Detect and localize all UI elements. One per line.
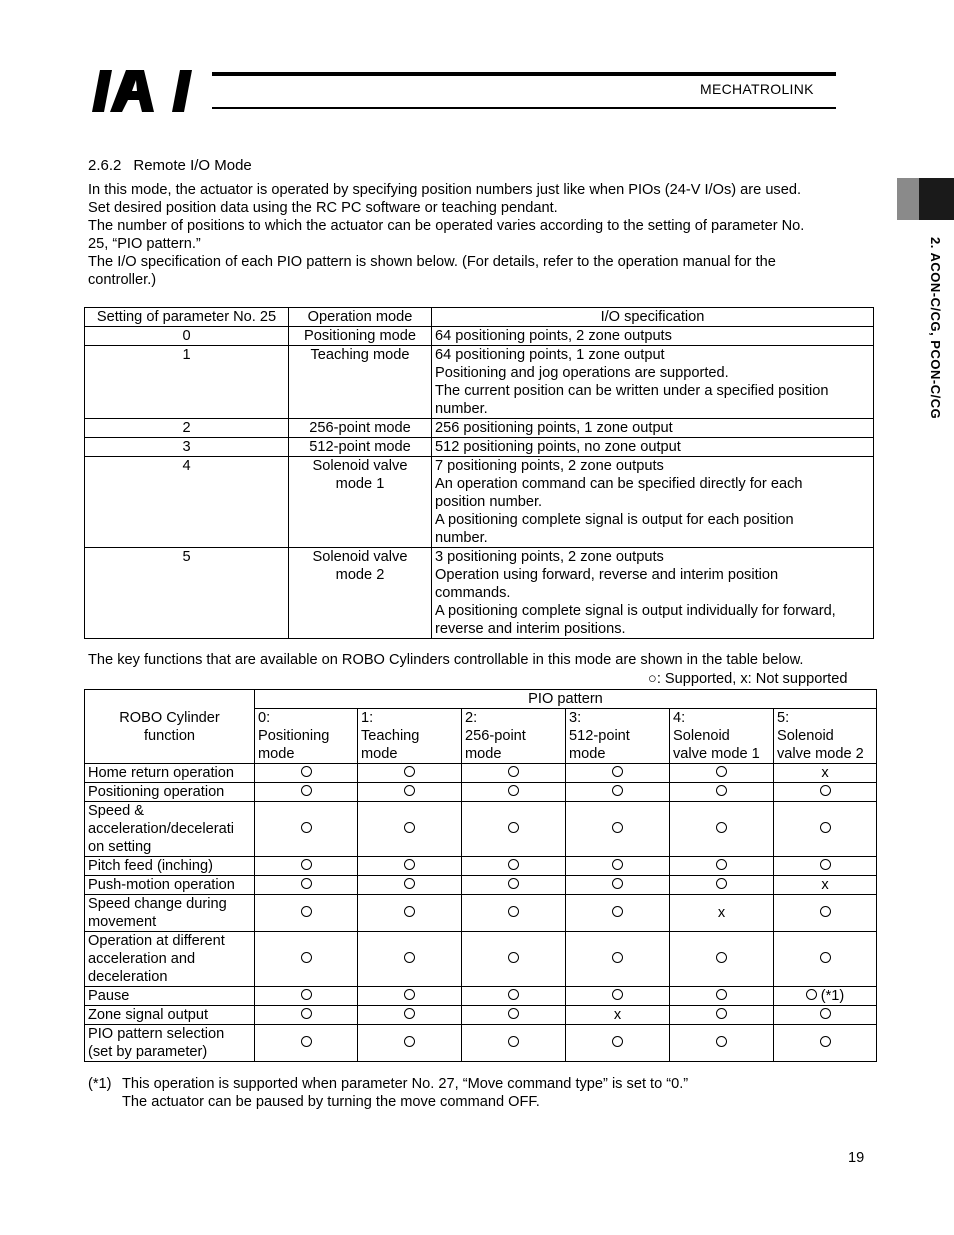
footnote-mark: (*1) [88, 1076, 112, 1092]
supported-circle-icon [508, 1036, 519, 1047]
support-cell [462, 932, 566, 987]
pattern-header-line: mode [258, 746, 295, 762]
support-cell [670, 1025, 774, 1062]
support-cell [358, 1006, 462, 1025]
pattern-header-line: 0: [258, 710, 271, 726]
support-cell [566, 1025, 670, 1062]
support-cell [774, 1025, 877, 1062]
header-function-line: ROBO Cylinder [119, 709, 220, 726]
support-cell [255, 876, 358, 895]
supported-circle-icon [301, 878, 312, 889]
support-cell [566, 876, 670, 895]
pattern-header-line: Solenoid [777, 728, 834, 744]
function-line: (set by parameter) [88, 1044, 208, 1060]
function-cell [85, 987, 255, 1006]
supported-circle-icon [612, 822, 623, 833]
support-cell [774, 932, 877, 987]
table-row [85, 876, 877, 895]
side-tab-grey [897, 178, 919, 220]
function-line: on setting [88, 839, 152, 855]
header-rule-thin [212, 107, 836, 109]
supported-circle-icon [820, 906, 831, 917]
spec-line: A positioning complete signal is output individually for forward, [435, 603, 836, 619]
table-row [85, 1025, 877, 1062]
supported-circle-icon [716, 859, 727, 870]
section-heading: Remote I/O Mode [133, 157, 252, 174]
function-line: deceleration [88, 969, 168, 985]
setting-cell: 3 [85, 438, 289, 457]
table-row [85, 932, 877, 987]
support-cell [462, 895, 566, 932]
iai-logo [92, 70, 204, 112]
supported-circle-icon [508, 952, 519, 963]
paragraph-line: In this mode, the actuator is operated by specifying position numbers just like when PIOs (24-V I/Os) are used. [88, 182, 802, 198]
support-cell [358, 802, 462, 857]
mode-line: mode 1 [335, 476, 385, 492]
pattern-header-cell [255, 709, 358, 764]
mode-cell: 256-point mode [289, 419, 432, 438]
function-line: movement [88, 914, 157, 930]
spec-line: position number. [435, 494, 543, 510]
pattern-header-cell [358, 709, 462, 764]
table-row [85, 987, 877, 1006]
pattern-header-line: 1: [361, 710, 374, 726]
supported-circle-icon [301, 766, 312, 777]
pattern-header-line: 4: [673, 710, 686, 726]
function-line: acceleration/decelerati [88, 821, 235, 837]
pattern-header-cell [566, 709, 670, 764]
table-row [85, 346, 874, 419]
support-cell [670, 764, 774, 783]
spec-line: The current position can be written under a specified position [435, 383, 829, 399]
spec-cell: 256 positioning points, 1 zone output [432, 419, 874, 438]
header-label: MECHATROLINK [700, 81, 814, 97]
not-supported-mark: x [821, 765, 829, 781]
support-cell [774, 987, 877, 1006]
paragraph-line: 25, “PIO pattern.” [88, 236, 201, 252]
table-header-row [85, 690, 877, 709]
table-row [85, 438, 874, 457]
supported-circle-icon [301, 822, 312, 833]
support-cell [358, 932, 462, 987]
support-cell [774, 876, 877, 895]
supported-circle-icon [508, 878, 519, 889]
pattern-header-line: valve mode 1 [673, 746, 760, 762]
support-cell [255, 857, 358, 876]
supported-circle-icon [404, 878, 415, 889]
supported-circle-icon [612, 1036, 623, 1047]
supported-circle-icon [820, 1008, 831, 1019]
support-cell [462, 1006, 566, 1025]
table-row [85, 419, 874, 438]
support-cell [358, 1025, 462, 1062]
support-cell [255, 932, 358, 987]
spec-line: Operation using forward, reverse and interim position [435, 567, 779, 583]
supported-circle-icon [716, 766, 727, 777]
paragraph-line: Set desired position data using the RC PC software or teaching pendant. [88, 200, 558, 216]
support-cell [462, 1025, 566, 1062]
spec-cell: 64 positioning points, 2 zone outputs [432, 327, 874, 346]
supported-circle-icon [612, 989, 623, 1000]
header-operation-mode: Operation mode [289, 308, 432, 327]
pattern-header-line: valve mode 2 [777, 746, 864, 762]
spec-line: number. [435, 530, 488, 546]
spec-line: reverse and interim positions. [435, 621, 626, 637]
spec-line: 7 positioning points, 2 zone outputs [435, 458, 664, 474]
spec-line: commands. [435, 585, 511, 601]
function-line: Operation at different [88, 933, 225, 949]
support-cell [670, 802, 774, 857]
function-cell [85, 1006, 255, 1025]
function-line: Pause [88, 988, 130, 1004]
footnote-line: This operation is supported when parameter No. 27, “Move command type” is set to “0.” [122, 1076, 689, 1092]
table-row [85, 457, 874, 548]
support-cell [670, 1006, 774, 1025]
pattern-header-cell [774, 709, 877, 764]
supported-circle-icon [508, 906, 519, 917]
supported-circle-icon [301, 1036, 312, 1047]
paragraph-line: The number of positions to which the actuator can be operated varies according to the setting of parameter No. [88, 218, 805, 234]
setting-cell: 5 [85, 548, 289, 639]
supported-circle-icon [716, 878, 727, 889]
support-cell [462, 876, 566, 895]
function-support-table [84, 689, 877, 1062]
supported-circle-icon [820, 952, 831, 963]
pattern-header-line: mode [569, 746, 606, 762]
not-supported-mark: x [613, 1007, 622, 1023]
support-cell [670, 987, 774, 1006]
function-line: acceleration and [88, 951, 196, 967]
pattern-header-cell [670, 709, 774, 764]
supported-circle-icon [404, 952, 415, 963]
support-cell [774, 857, 877, 876]
paragraph-line: controller.) [88, 272, 157, 288]
supported-circle-icon [404, 766, 415, 777]
header-pio-pattern: PIO pattern [255, 690, 877, 709]
support-cell [358, 764, 462, 783]
support-cell [774, 895, 877, 932]
pattern-header-line: 5: [777, 710, 790, 726]
function-cell [85, 932, 255, 987]
support-cell [462, 802, 566, 857]
pattern-header-cell [462, 709, 566, 764]
function-cell [85, 1025, 255, 1062]
pattern-header-line: 256-point [465, 728, 526, 744]
spec-cell: 512 positioning points, no zone output [432, 438, 874, 457]
function-table-body [85, 764, 877, 1062]
table-row [85, 548, 874, 639]
support-cell [566, 932, 670, 987]
function-line: PIO pattern selection [88, 1026, 225, 1042]
supported-circle-icon [301, 952, 312, 963]
function-cell [85, 764, 255, 783]
spec-cell [432, 548, 874, 639]
supported-circle-icon [508, 822, 519, 833]
support-cell [255, 1025, 358, 1062]
supported-circle-icon [716, 1036, 727, 1047]
pattern-header-line: mode [465, 746, 502, 762]
function-line: Speed change during [88, 896, 227, 912]
support-cell [566, 895, 670, 932]
support-cell [774, 783, 877, 802]
spec-cell [432, 346, 874, 419]
support-cell [462, 783, 566, 802]
not-supported-mark: x [717, 905, 726, 921]
support-cell [358, 857, 462, 876]
spec-line: An operation command can be specified directly for each [435, 476, 803, 492]
table-row [85, 783, 877, 802]
support-cell [774, 802, 877, 857]
support-cell [774, 764, 877, 783]
support-cell [670, 932, 774, 987]
supported-circle-icon [820, 1036, 831, 1047]
pattern-header-line: 2: [465, 710, 478, 726]
supported-circle-icon [508, 1008, 519, 1019]
support-cell [358, 987, 462, 1006]
pattern-header-line: Solenoid [673, 728, 730, 744]
mode-cell [289, 548, 432, 639]
support-cell [358, 895, 462, 932]
supported-circle-icon [404, 859, 415, 870]
table-row [85, 327, 874, 346]
paragraph-line: The I/O specification of each PIO pattern is shown below. (For details, refer to the operation manual for the [88, 254, 776, 270]
spec-cell [432, 457, 874, 548]
mode-line: Solenoid valve [312, 549, 408, 565]
mode-cell: Positioning mode [289, 327, 432, 346]
support-cell [255, 783, 358, 802]
table-row [85, 857, 877, 876]
support-cell [462, 857, 566, 876]
function-line: Home return operation [88, 765, 235, 781]
supported-circle-icon [716, 822, 727, 833]
header-rule-thick [212, 72, 836, 76]
supported-circle-icon [612, 952, 623, 963]
header-function-line: function [143, 727, 196, 744]
supported-circle-icon [508, 989, 519, 1000]
mode-line: Solenoid valve [312, 458, 408, 474]
side-tab-black [919, 178, 954, 220]
support-cell [255, 764, 358, 783]
support-cell [566, 764, 670, 783]
support-cell [255, 802, 358, 857]
supported-circle-icon [301, 989, 312, 1000]
mode-line: mode 2 [335, 567, 385, 583]
supported-circle-icon [404, 822, 415, 833]
pattern-header-line: 3: [569, 710, 582, 726]
supported-circle-icon [301, 1008, 312, 1019]
setting-cell: 0 [85, 327, 289, 346]
supported-circle-icon [404, 1036, 415, 1047]
supported-circle-icon [301, 906, 312, 917]
mode-cell: Teaching mode [289, 346, 432, 419]
supported-circle-icon [508, 785, 519, 796]
pio-pattern-table [84, 307, 874, 639]
table-row [85, 802, 877, 857]
functions-intro: The key functions that are available on ROBO Cylinders controllable in this mode are shown in the table below. [88, 652, 804, 668]
support-cell [670, 876, 774, 895]
function-line: Push-motion operation [88, 877, 235, 893]
supported-circle-icon [612, 906, 623, 917]
pattern-header-line: mode [361, 746, 398, 762]
mode-cell: 512-point mode [289, 438, 432, 457]
supported-circle-icon [820, 822, 831, 833]
table-row [85, 1006, 877, 1025]
spec-line: 3 positioning points, 2 zone outputs [435, 549, 664, 565]
supported-circle-icon [612, 785, 623, 796]
table-header-row [85, 308, 874, 327]
function-cell [85, 876, 255, 895]
spec-line: Positioning and jog operations are supported. [435, 365, 729, 381]
footnote-line: The actuator can be paused by turning the move command OFF. [122, 1094, 540, 1110]
header-function [85, 690, 255, 764]
supported-circle-icon [716, 785, 727, 796]
function-line: Zone signal output [88, 1007, 209, 1023]
supported-circle-icon [404, 906, 415, 917]
page-number: 19 [848, 1150, 865, 1166]
supported-circle-icon [716, 952, 727, 963]
function-line: Speed & [88, 803, 144, 819]
function-line: Positioning operation [88, 784, 225, 800]
support-cell [670, 783, 774, 802]
supported-circle-icon [612, 766, 623, 777]
mode-cell [289, 457, 432, 548]
function-line: Pitch feed (inching) [88, 858, 213, 874]
supported-circle-icon [820, 785, 831, 796]
supported-circle-icon [301, 859, 312, 870]
header-setting: Setting of parameter No. 25 [85, 308, 289, 327]
spec-line: number. [435, 401, 488, 417]
support-cell [566, 857, 670, 876]
spec-line: A positioning complete signal is output for each position [435, 512, 794, 528]
support-cell [462, 987, 566, 1006]
support-cell [255, 987, 358, 1006]
support-cell [358, 783, 462, 802]
function-cell [85, 802, 255, 857]
supported-circle-icon [612, 878, 623, 889]
supported-circle-icon [404, 1008, 415, 1019]
function-cell [85, 783, 255, 802]
setting-cell: 4 [85, 457, 289, 548]
supported-circle-icon [508, 859, 519, 870]
support-note: (*1) [816, 988, 845, 1004]
table-row [85, 895, 877, 932]
pattern-header-line: Teaching [361, 728, 420, 744]
setting-cell: 2 [85, 419, 289, 438]
supported-circle-icon [716, 1008, 727, 1019]
section-number: 2.6.2 [88, 157, 122, 174]
support-cell [774, 1006, 877, 1025]
setting-cell: 1 [85, 346, 289, 419]
supported-circle-icon [806, 989, 817, 1000]
section-title [88, 157, 252, 174]
table-legend: ○: Supported, x: Not supported [648, 671, 848, 687]
supported-circle-icon [820, 859, 831, 870]
supported-circle-icon [716, 989, 727, 1000]
table-row [85, 764, 877, 783]
supported-circle-icon [404, 989, 415, 1000]
supported-circle-icon [508, 766, 519, 777]
support-cell [566, 802, 670, 857]
header-io-spec: I/O specification [432, 308, 874, 327]
support-cell [358, 876, 462, 895]
support-cell [566, 783, 670, 802]
supported-circle-icon [301, 785, 312, 796]
support-cell [255, 895, 358, 932]
not-supported-mark: x [821, 877, 829, 893]
support-cell [462, 764, 566, 783]
function-cell [85, 857, 255, 876]
spec-line: 64 positioning points, 1 zone output [435, 347, 665, 363]
supported-circle-icon [404, 785, 415, 796]
pattern-header-line: Positioning [258, 728, 330, 744]
supported-circle-icon [612, 859, 623, 870]
support-cell [670, 857, 774, 876]
support-cell [255, 1006, 358, 1025]
support-cell [670, 895, 774, 932]
side-tab-label: 2. ACON-C/CG, PCON-C/CG [928, 237, 943, 420]
function-cell [85, 895, 255, 932]
pattern-header-line: 512-point [569, 728, 630, 744]
support-cell [566, 987, 670, 1006]
support-cell [566, 1006, 670, 1025]
